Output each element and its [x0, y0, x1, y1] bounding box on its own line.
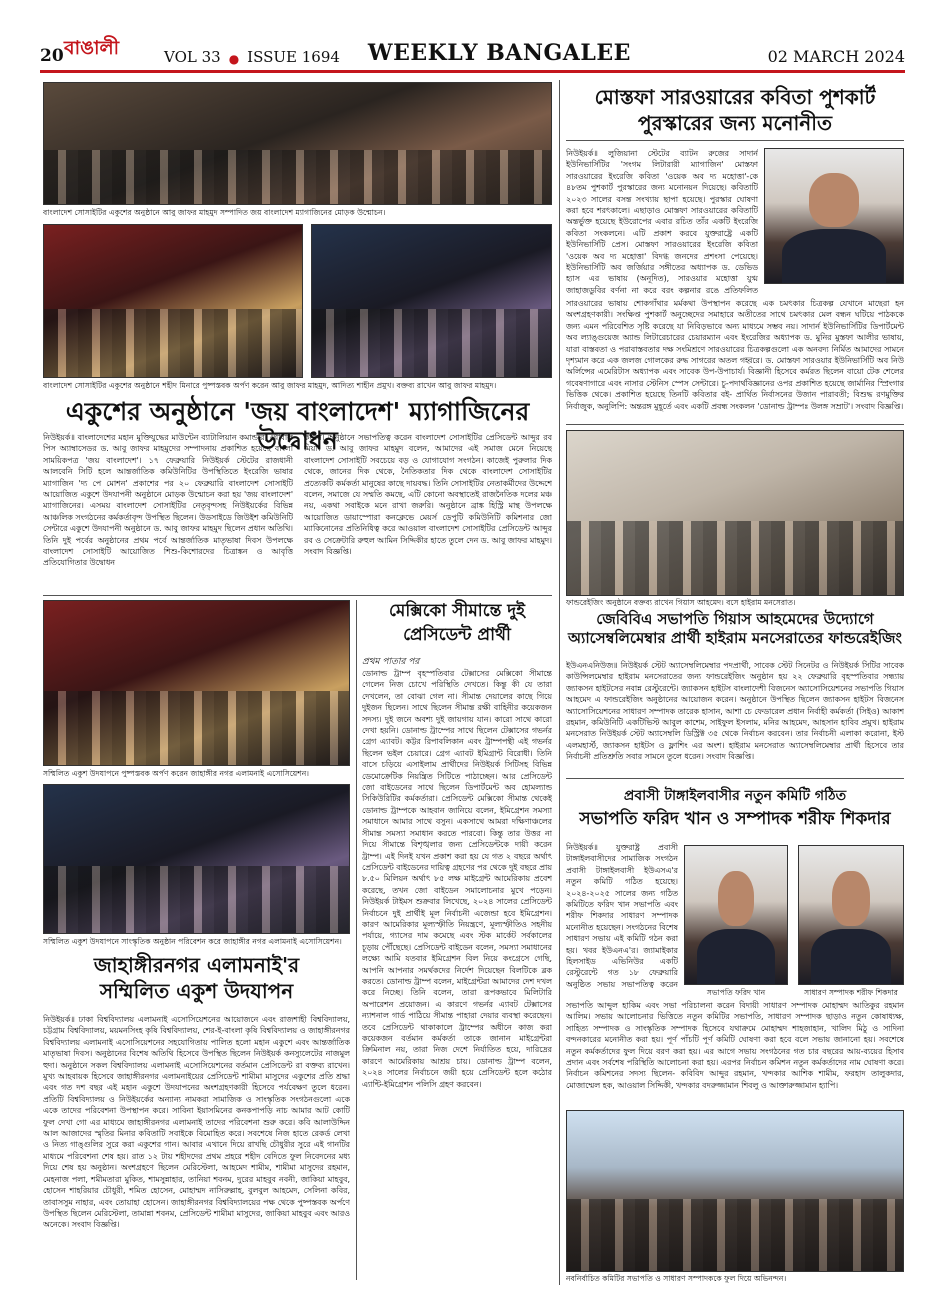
- headline: সভাপতি ফরিদ খান ও সম্পাদক শরীফ শিকদার: [579, 809, 891, 829]
- photo-caption: নবনির্বাচিত কমিটির সভাপতি ও সাধারণ সম্পাদককে ফুল দিয়ে অভিনন্দন।: [566, 1274, 787, 1283]
- article-column: ডোনাল্ড ট্রাম্প বৃহস্পতিবার টেক্সাসের মেক্সিকো সীমান্তে গেলেন নিজ চোখে পরিস্থিতি দেখতে। কিন্তু কী যে তারা দেখলেন, তা বোঝা গেল না। সীমান্ত দেয়ালের কাছে গিয়ে দুইজন ছিলেন। সাথে ছিলেন সীমান্ত রক্ষী বাহিনীর কয়েকজন সদস্য। দুই জনে অবশ্য দুই জায়গায় যান। কারো সাথে কারো দেখা হয়নি। ডোনাল্ড ট্রাম্পের সাথে ছিলেন টেক্সাসের গভর্নর গ্রেগ এ্যাবট। কট্টর রিপাবলিকান এবং ট্রাম্পপন্থী এই গভর্নর ছিলেন ভইল চেয়ারে। গ্রেগ এ্যাবট ইমিগ্রান্ট বিরোধী। তিনি বাসে চড়িয়ে এসাইলাম প্রার্থীদের নিউইয়র্ক সিটিসহ বিভিন্ন ডেমোক্রেটিক নিয়ন্ত্রিত সিটিতে পাঠাচ্ছেন। আর প্রেসিডেন্ট জো বাইডেনের সাথে ছিলেন ডিপার্টমেন্ট অব হোমল্যান্ড সিকিউরিটির কর্মকর্তারা। প্রেসিডেন্ট মেক্সিকো সীমান্ত থেকেই ডোনাল্ড ট্রাম্পকে আহবান জানিয়ে বলেন, ইমিগ্রেশন সমস্যা সমাধানে আমার সাথে বসুন। একসাথে আমরা দক্ষিণাঞ্চলের সীমান্ত সমস্যা সমাধান করতে পারবো। কিন্তু তার উত্তর না দিয়ে সীমান্তে বিশৃঙ্খলার জন্য প্রেসিডেন্টকে দায়ী করেন ট্রাম্প। এই দিনই যখন প্রকাশ করা হয় যে গত ২ বছরে অর্থাৎ প্রেসিডেন্ট বাইডেনের দায়িত্ব গ্রহণের পর থেকে দুই বছরে প্রায় ৮.৫০ মিলিয়ন অর্থাৎ ৮৫ লক্ষ মাইগ্রেন্ট আমেরিকায় প্রবেশ করেছে, তখন জো বাইডেন সমালোচনার মুখে পড়েন। নিউইয়র্ক টাইমস শুক্রবার লিখেছে, ২০২৪ সালের প্রেসিডেন্ট নির্বাচনে দুই প্রার্থীই মূল নির্বাচনী এজেন্ডা হবে ইমিগ্রেশন। কারণ আমেরিকার মূল্যস্ফীতি নিয়ন্ত্রণে, মূল্যস্ফীতিও সহনীয় পর্যায়ে, গ্যাসের দাম কমেছে এবং স্টক মার্কেট সর্বকালের চূড়ায় পৌঁছেছে। প্রেসিডেন্ট বাইডেন বলেন, সমস্যা সমাধানের লক্ষ্যে আমি যতবার ইমিগ্রেশন বিল নিয়ে কংগ্রেসে গেছি, আপনি আপনার সমর্থকদের নির্দেশ দিয়েছেন বিলটিকে ব্লক করতে। ডোনাল্ড ট্রাম্প বলেন, মাইগ্রেন্টরা আমাদের দেশ দখল করে নিচ্ছে। তিনি বলেন, তারা রূপকভাবে মিলিটারি অপারেশন প্রয়োজন। এ কারণে গভর্নর এ্যাবট টেক্সাসের ন্যাশনাল গার্ড পাঠিয়ে সীমান্ত পাহারা দেয়ার ব্যবস্থা করেছেন। তবে প্রেসিডেন্ট থাকাকালে ট্রাম্পের অধীনে কাজ করা কয়েকজন বর্তমান কর্মকর্তা তাকে জানান মাইগ্রেন্টরা ক্রিমিনাল নয়, তারা নিজ দেশে নির্যাতিত হয়ে, দারিদ্রের কারণে আমেরিকায় আশ্রয় চায়। ডোনাল্ড ট্রাম্প বলেন, ২০২৪ সালের নির্বাচনে জয়ী হয়ে প্রেসিডেন্ট হলে কঠোর এ্যান্টি-ইমিগ্রেশন পলিসি গ্রহণ করবেন।: [362, 669, 552, 1089]
- continued-from: প্রথম পাতার পর: [362, 657, 420, 667]
- article-column: নিউইয়র্ক॥ যুক্তরাষ্ট্র প্রবাসী টাঙ্গাইলবাসীদের সামাজিক সংগঠন প্রবাসী টাঙ্গাইলবাসী ইউএসএ'র নতুন কমিটি গঠিত হয়েছে। ২০২৪-২০২৫ সালের জন্য গঠিত কমিটিতে ফরিদ খান সভাপতি এবং শরীফ শিকদার সাধারণ সম্পাদক মনোনীত হয়েছেন। সংগঠনের বিশেষ সাধারণ সভায় এই কমিটি গঠন করা হয়। খবর ইউএনএ'র। জ্যামাইকার হিলসাইড এভিনিউর একটি রেস্টুরেন্টে গত ১৮ ফেব্রুয়ারি অনুষ্ঠিত সভায় সভাপতিত্ব করেন: [566, 843, 678, 989]
- kicker: প্রবাসী টাঙ্গাইলবাসীর নতুন কমিটি গঠিত: [623, 788, 847, 804]
- photo-caption: সম্মিলিত একুশ উদযাপনে সাংস্কৃতিক অনুষ্ঠান পরিবেশন করে জাহাঙ্গীর নগর এলামনাই এসোসিয়েশন।: [43, 937, 342, 946]
- photo-caption: সাধারণ সম্পাদক শরীফ শিকদার: [804, 988, 898, 997]
- photo-committee-greeting: [566, 1110, 904, 1272]
- publication-title: WEEKLY BANGALEE: [367, 40, 631, 66]
- photo-caption: সভাপতি ফরিদ খান: [706, 988, 766, 997]
- column-divider: [356, 600, 357, 1280]
- headline-line1: মোস্তফা সারওয়ারের কবিতা পুশকার্ট: [594, 85, 876, 109]
- divider: [566, 778, 904, 779]
- header-rule: [40, 70, 905, 73]
- page-number: 20: [40, 46, 64, 66]
- bullet-dot-icon: ●: [228, 52, 240, 66]
- headline-line2: সম্মিলিত একুশ উদযাপন: [99, 979, 294, 1003]
- headline-line2: প্রেসিডেন্ট প্রার্থী: [403, 625, 511, 645]
- photo-fundraising: [566, 430, 904, 596]
- divider: [43, 595, 552, 596]
- headline: একুশের অনুষ্ঠানে 'জয় বাংলাদেশ' ম্যাগাজিনের উদ্বোধন: [65, 397, 530, 455]
- headline-line1: মেক্সিকো সীমান্তে দুই: [389, 601, 525, 621]
- headline-line1: জেবিবিএ সভাপতি গিয়াস আহমেদের উদ্যোগে: [596, 610, 874, 628]
- masthead: [40, 38, 905, 66]
- article-column: নিউইয়র্ক॥ বাংলাদেশের মহান মুক্তিযুদ্ধের মাউন্টেন ব্যাটালিয়ান কমান্ডার, গ্লোবাল পিস অ্যাম্বাসেডর ড. আবু জাফর মাহমুদের সম্পাদনায় প্রকাশিত হয়েছে বাংলা সাময়িকপত্র 'জয় বাংলাদেশ'। ১৭ ফেব্রুয়ারি নিউইয়র্ক স্টেটের রাজধানী আলবেনি সিটি হলে আন্তর্জাতিক কমিউনিটির উপস্থিতিতে ইংরেজি ভাষার ম্যাগাজিন 'দ্য পে মোশন' প্রকাশের পর ২০ ফেব্রুয়ারি বাংলাদেশ সোসাইটি আয়োজিত একুশে উদযাপনী অনুষ্ঠানে মোড়ক উন্মোচন করা হয় 'জয় বাংলাদেশ' ম্যাগাজিনের। এসময় বাংলাদেশ সোসাইটির নেতৃবৃন্দসহ নিউইয়র্কের বিভিন্ন আঞ্চলিক সংগঠনের কর্মকর্তাবৃন্দ উপস্থিত ছিলেন। উডসাইডে জিউইশ কমিউনিটি সেন্টারে একুশে উদযাপনী অনুষ্ঠানে ড. আবু জাফর মাহমুদ ছিলেন প্রধান অতিথি। তিনি দুই পর্বের অনুষ্ঠানের প্রথম পর্বে আন্তর্জাতিক মাতৃভাষা দিবস উপলক্ষে বাংলাদেশ সোসাইটি আয়োজিত শিশু-কিশোরদের চিত্রাঙ্কন ও আবৃত্তি প্রতিযোগিতার উদ্বোধন: [43, 433, 293, 568]
- photo-cultural-program: [43, 784, 350, 934]
- article-column: নিউইয়র্ক॥ ঢাকা বিশ্ববিদ্যালয় এলামনাই এসোসিয়েশনের আয়োজনে এবং রাজশাহী বিশ্ববিদ্যালয়, চট্টগ্রাম বিশ্ববিদ্যালয়, ময়মনসিংহ কৃষি বিশ্ববিদ্যালয়, শের-ই-বাংলা কৃষি বিশ্ববিদ্যালয় ও জাহাঙ্গীরনগর বিশ্ববিদ্যালয় এলামনাই এসোসিয়েশনের সহযোগিতায় পালিত হলো মহান একুশে এবং আন্তর্জাতিক মাতৃভাষা দিবস। অনুষ্ঠানের বিশেষ অতিথি হিসেবে উপস্থিত ছিলেন নিউইয়র্ক কনস্যুলেটের নাজমুল হুদা। অনুষ্ঠানে সকল বিশ্ববিদ্যালয় এলামনাই এসোসিয়েশনের বর্তমান প্রেসিডেন্ট রা বক্তব্য রাখেন। মুখ্য আহবায়ক হিসেবে জাহাঙ্গীরনগর এলামনাইয়ের প্রেসিডেন্ট শামীমা মাসুদের একুশের প্রতি শ্রদ্ধা এবং গত দশ বছর এই মহান একুশে উদযাপনের অংশগ্রহণকারী হিসেবে পর্যবেক্ষণ তুলে ধরেন। প্রতিটি বিশ্ববিদ্যালয় ও নিউইয়র্কের অন্যান্য নামকরা সামাজিক ও সাংস্কৃতিক সংগঠনগুলো একে একে তাদের পরিবেশনা উপস্থাপন করে। সাবিনা ইয়াসমিনের কনকপাপড়ি নাচ আমার আট কোটি ফুল দেখা গো এর মাধ্যমে জাহাঙ্গীরনগর এলামনাই তাদের পরিবেশনা শুরু করে। কবি আলাউদ্দিন আল আজাদের স্মৃতির মিনার কবিতাটি সবাইকে বিমোহিত করে। সবশেষে নিজ হাতে রেকর্ড লেখা ও নিত্য গাঙ্গুলির সুরে করা একুশের গান। আবার এখানে দিয়ে রাখছি চৌধুরীর সুরে এই গানটির মাধ্যমে পরিবেশনা শেষ হয়। রাত ১২ টায় শহীদদের প্রথম প্রহরে শহীদ বেদিতে ফুল নিবেদনের মধ্য দিয়ে শেষ হয় অনুষ্ঠান। অংশগ্রহণে ছিলেন মেরিস্টেলা, আহমেদ শামীম, শামীমা মাসুদের রহমান, মেহনাজ পলা, শমীমতারা মুকিত, শামসুন্নাহার, তানিয়া শবনম, দুরের মাহবুব নবনী, জাকিয়া মাহবুব, হোসেন শাহরিয়ার চৌধুরী, শমিত হোসেন, মোহাম্মদ নাসিরুল্লাহ, বুলবুল আহমেদ, সেলিনা কবির, তাবাসসুম নাহার, এবং তোয়াহা হোসেন। জাহাঙ্গীরনগর বিশ্ববিদ্যালয়ের পক্ষ থেকে পুষ্পস্তবক অর্পণে উপস্থিত ছিলেন মেরিস্টেলা, তামান্না শবনম, প্রেসিডেন্ট শামীমা মাসুদের, জাকিয়া মাহবুব এবং আরও অনেকে। সংবাদ বিজ্ঞপ্তি।: [43, 1015, 350, 1230]
- photo-shaheed-minar: [43, 224, 303, 378]
- headline-line1: জাহাঙ্গীরনগর এলামনাই'র: [93, 953, 300, 977]
- photo-magazine-launch: [43, 82, 552, 205]
- column-divider: [559, 80, 560, 1285]
- article-column: নিউইয়র্ক॥ লুজিয়ানা স্টেটের ব্যাটন রুজের সাদার্ন ইউনিভার্সিটির 'সংগম লিটারারী ম্যাগাজিন' মোস্তফা সারওয়ারের ইংরেজি কবিতা 'ওয়েক অব দ্য মহোত্তা'-কে ৪৮তম পুশকার্ট পুরস্কারের জন্য মনোনয়ন দিয়েছে। কবিতাটি ২০২৩ সালের বসন্ত সংখ্যায় ছাপা হয়েছে। পুরস্কার ঘোষণা করা হবে শরৎকালে। এছাড়াও মোস্তফা সারওয়ারের কবিতাটি অন্তর্ভুক্ত হয়েছে ইউরোপের এবার রচিত তাঁর একটি ইংরেজি কবিতা সংকলনে। এটি প্রকাশ করবে যুক্তরাষ্ট্রে একটি ইউনিভার্সিটি প্রেস। মোস্তফা সারওয়ারের ইংরেজি কবিতা 'ওয়েক অব দ্য মহোত্তা' বিদগ্ধ জনদের প্রশংসা পেয়েছে। ইউনিভার্সিটি অব জর্জিয়ার সঙ্গীতের অধ্যাপক ড. ডেভিড হ্যাস এর ভাষায় (অনূদিত), সারওয়ার মহোত্তা যুগ্ম জাহাজডুবির বর্ণনা না করে বরং কল্পনার রঙে প্রতিফলিত: [566, 149, 758, 295]
- photo-caption: সম্মিলিত একুশ উদযাপনে পুষ্পস্তবক অর্পণ করেন জাহাঙ্গীর নগর এলামনাই এসোসিয়েশন।: [43, 769, 309, 778]
- photo-caption: বাংলাদেশ সোসাইটির একুশের অনুষ্ঠানে আবু জাফর মাহমুদ সম্পাদিত জয় বাংলাদেশ ম্যাগাজিনের মোড়ক উন্মোচন।: [43, 208, 386, 217]
- divider: [566, 140, 904, 141]
- article-column: করেন। অনুষ্ঠানে সভাপতিত্ব করেন বাংলাদেশ সোসাইটির প্রেসিডেন্ট আব্দুর রব মিয়া। ড. আবু জাফর মাহমুদ বলেন, আমাদের এই সমাজ মেনে নিয়েছে বাংলাদেশ সোসাইটি সবচেয়ে বড় ও যোগাযোগ সংগঠন। কাজেই পুরুলার দিক থেকে, জানের দিক থেকে, নৈতিকতার দিক থেকে বাংলাদেশ সোসাইটির প্রত্যেকটি কর্মকর্তা মানুষের কাছে দায়বদ্ধ। তিনি সোসাইটির নেতাকর্মীদের উদ্দেশে বলেন, সমাজে যে সম্মতি কমছে, এটি কোনো অবস্থাতেই রাজনৈতিক দলের মঞ্চ নয়, একথা সবাইকে মনে রাখা জরুরি। অনুষ্ঠানে ব্রাঙ্ক হিস্ট্রি মান্থ উপলক্ষে আয়োজিত ডায়াস্পোরা কনক্লেভে মেয়র্স ডেপুটি কমিউনিটি কমিশনার জো ম্যাকিনোনের প্রতিনিধিত্ব করে আওয়াল বাংলাদেশ সোসাইটির প্রেসিডেন্ট আব্দুর রব ও সেক্রেটারি রুহুল আমিন সিদ্দিকীর হাতে তুলে দেন ড. আবু জাফর মাহমুদ। সংবাদ বিজ্ঞপ্তি।: [304, 433, 552, 557]
- volume-label: VOL 33: [164, 48, 221, 66]
- article-column: সভাপতি আব্দুল হাকিম এবং সভা পরিচালনা করেন বিদায়ী সাধারণ সম্পাদক মোহাম্মদ আতিকুর রহমান আলিম। সভায় আলোচনার ভিত্তিতে নতুন কমিটির সভাপতি, সাধারণ সম্পাদক ছাড়াও নতুন কোষাধ্যক্ষ, সাহিত্য সম্পাদক ও সাংস্কৃতিক সম্পাদক হিসেবে যথাক্রমে মোহাম্মদ শাহজাহান, খালিদ মিঠু ও সাদিনা বন্দনকারের মনোনীত করা হয়। পূর্ণ পাঁচটি পূর্ণ কমিটি ঘোষণা করা হবে বলে সভায় জানানো হয়। সবশেষে নতুন কর্মকর্তাদের ফুল দিয়ে বরণ করা হয়। এর আগে সভায় সংগঠনের গত চার বছরের আয়-ব্যয়ের হিসাব প্রদান এবং সর্বশেষ পরিস্থিতি আলোচনা করা হয়। এরপর নির্বাচন কমিশন নতুন কর্মকর্তাদের নাম ঘোষণা করে। নির্বাচন কমিশনের সদস্য ছিলেন- কবিবিদ আব্দুর রহমান, খন্দকার আশিক শামীম, ফরহাদ তালুকদার, মোজাম্মেল হক, আওয়াল সিদ্দিকী, খন্দকার বদরুজ্জামান শিবলু ও আক্তারুজ্জামান হ্যাপি।: [566, 1001, 904, 1090]
- photo-caption: ফান্ডরেইজিং অনুষ্ঠানে বক্তব্য রাখেন গিয়াস আহমেদ। বসে হাইরাম মনসেরাত।: [566, 598, 796, 607]
- photo-wreath-offering: [43, 600, 350, 766]
- divider: [566, 424, 904, 425]
- photo-speech: [311, 224, 552, 378]
- article-column: ইউএনএনিউজ॥ নিউইয়র্ক স্টেট অ্যাসেম্বলিমেম্বার পদপ্রার্থী, সাবেক স্টেট সিনেটর ও নিউইয়র্ক সিটির সাবেক কাউন্সিলমেম্বার হাইরাম মনসেরাতের জন্য ফান্ডরেইজিং অনুষ্ঠান হয় ২২ ফেব্রুয়ারি বৃহস্পতিবার সন্ধ্যায় জ্যাকসন হাইটসের নবান্ন রেস্টুরেন্টে। জ্যাকসন হাইটস বাংলাদেশী বিজনেস অ্যাসোসিয়েশনের সভাপতি গিয়াস আহমেদ এ ফান্ডরেইজিং অনুষ্ঠানের আয়োজন করেন। অনুষ্ঠানে উপস্থিত ছিলেন জ্যাকসন হাইটস বিজনেস অ্যাসোসিয়েশনের সাধারণ সম্পাদক তারেক হাসান, আশা চে ফেডারেল প্রধান নির্বাহী কর্মকর্তা (সিইও) আকাশ রহমান, কমিউনিটি একটিভিস্ট আবুল কাশেম, সাইফুল ইসলাম, মনির আহমেদ, আহসান হাবিব প্রমুখ। হাইরাম মনসেরাত নিউইয়র্ক স্টেট অ্যাসেম্বলি ডিস্ট্রিক্ট ৩৫ থেকে নির্বাচন করবেন। তার নির্বাচনী এলাকা করোনা, ইস্ট এলমহার্স্ট, জ্যাকসন হাইটস ও ফ্লাশিং এর অংশ। হাইরাম মনসেরাত অ্যাসেম্বলিমেম্বার প্রার্থী হিসেবে তার নির্বাচনী প্রতিশ্রুতি সবার সামনে তুলে ধরেন। সংবাদ বিজ্ঞপ্তি।: [566, 661, 904, 762]
- portrait-sharif-shikder: [798, 845, 904, 985]
- photo-caption: বাংলাদেশ সোসাইটির একুশের অনুষ্ঠানে শহীদ মিনারে পুষ্পস্তবক অর্পণ করেন আবু জাফর মাহমুদ, আদিত্য শাহীন প্রমুখ। বক্তব্য রাখেন আবু জাফর মাহমুদ।: [43, 381, 497, 390]
- portrait-mostafa-sarwar: [764, 148, 904, 284]
- portrait-farid-khan: [684, 845, 788, 985]
- issue-date: 02 MARCH 2024: [767, 47, 905, 66]
- article-column: সারওয়ারের ভাষায় শোকগাঁথার মর্মকথা উপস্থাপন করেছে এক চমৎকার চিত্রকল্প যেখানে মাছেরা হন অংশগ্রহণকারী। সংক্ষিপ্ত পুশকার্ট অনুচ্ছেদের সমাহারে অতীতের সাথে চমৎকার মেল বন্ধন ঘটিয়ে পাঠককে জন্য এমন পরিবেশিত সৃষ্টি করেছে যা নিবিড়ভাবে অন্য মাধ্যমে সম্ভব নয়। সাদার্ন ইউনিভার্সিটির ডিপার্টমেন্ট অব ল্যাঙ্গুয়েজ অ্যান্ড লিটারেচারের চেয়ারম্যান এবং ইংরেজির অধ্যাপক ড. মুনির মুস্তফা আলীর ভাষায়, যারা বাস্তবতা ও পরাবাস্তবতার দক্ষ সংমিশ্রণে সারওয়ারের চিত্রকল্পগুলো এক অনবদ্য নির্মিত আমাদের সামনে দৃশ্যমান করে এক জলজ গোলকের রুদ্ধ সাগরের অতল গহ্বরে। ড. মোস্তফা সারওয়ার ইউনিভার্সিটি অব নিউ অর্লিন্সের এমেরিটাস অধ্যাপক এবং সাবেক উপ-উপাচার্য। বিজ্ঞানী হিসেবে কর্মরত ছিলেন বায়ো টেক শেলের গবেষণাগারে এবং নাসার স্টেনিস স্পেস সেন্টারে। চু-পদার্থবিজ্ঞানের ওপর প্রকাশিত হয়েছে জার্মানির স্প্রিংগার ভিত্তিক থেকে। প্রকাশিত হয়েছে তিনটি কবিতার বই- প্রার্থিত নির্বাসনের উজান পারাবতী; বিশুদ্ধ রণমুক্তির নির্বাজুক, অনুলিপি: অন্তরঙ্গ মুহূর্তে এবং একটি প্রবন্ধ সংকলন 'ডোনাল্ড ট্রাম্পঃ উলঙ্গ সম্রাট'। সংবাদ বিজ্ঞপ্তি।: [566, 299, 904, 411]
- headline-line2: পুরস্কারের জন্য মনোনীত: [638, 111, 832, 135]
- headline-line2: অ্যাসেম্বলিমেম্বার প্রার্থী হাইরাম মনসেরাতের ফান্ডরেইজিং: [567, 629, 902, 647]
- newspaper-logo: বাঙালী: [64, 37, 120, 59]
- issue-label: ISSUE 1694: [247, 48, 340, 66]
